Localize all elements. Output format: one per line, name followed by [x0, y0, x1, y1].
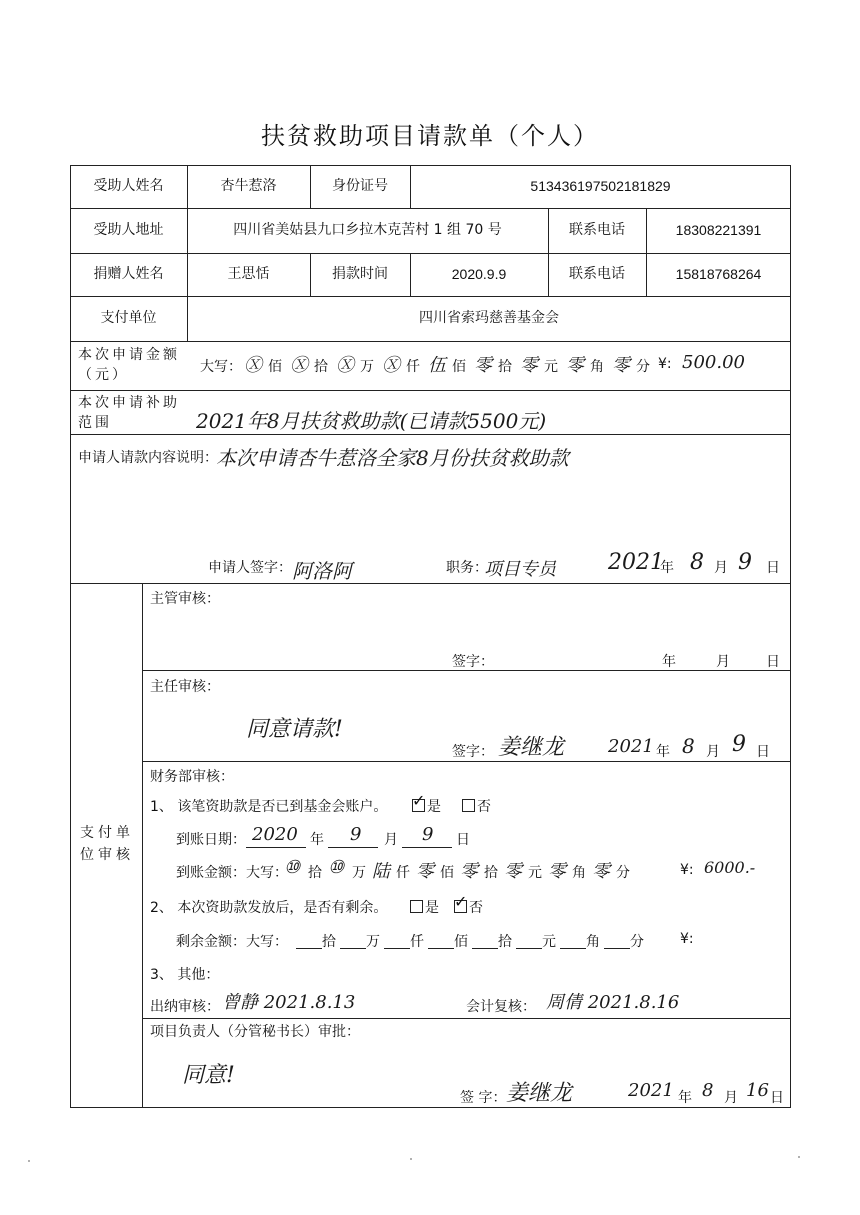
amount-digit-8: 零: [612, 355, 630, 376]
director-date-day: 9: [732, 732, 746, 757]
donor-phone: 15818768264: [675, 266, 762, 283]
cashier-label: 出纳审核：: [150, 999, 220, 1015]
q1-no-option: 否: [462, 796, 491, 816]
remain-blank-2: [384, 948, 410, 949]
leader-date-year: 2021: [628, 1080, 674, 1101]
amount-yen: ¥:: [658, 356, 672, 372]
arrival-digit-2: 陆: [372, 861, 390, 882]
remain-blank-7: [604, 948, 630, 949]
director-signature: 姜继龙: [498, 735, 565, 760]
amount-digit-0: Ⓧ: [244, 355, 262, 376]
arrival-unit-7: 分: [616, 865, 630, 881]
amount-unit-8: 分: [636, 359, 650, 375]
amount-label: 本次申请金额（元）: [78, 347, 180, 383]
remain-unit-7: 分: [630, 934, 644, 950]
q2-yes-option: 是: [410, 897, 439, 917]
leader-comment: 同意!: [182, 1063, 235, 1088]
amount-unit-5: 拾: [498, 359, 512, 375]
director-year-label: 年: [656, 744, 670, 760]
director-label: 主任审核：: [150, 679, 220, 695]
arrival-digit-1: ⑩: [328, 857, 345, 878]
desc-label: 申请人请款内容说明：: [78, 450, 218, 466]
arrival-unit-2: 仟: [396, 865, 410, 881]
amount-digit-4: 伍: [428, 355, 446, 376]
donor-label: 捐赠人姓名: [93, 266, 164, 283]
supervisor-year-label: 年: [662, 654, 676, 670]
q2-yes-checkbox: [410, 900, 423, 913]
arrival-unit-4: 拾: [484, 865, 498, 881]
checkmark-icon: ✓: [454, 892, 468, 911]
recipient-phone: 18308221391: [675, 222, 762, 239]
payer-label: 支付单位: [100, 310, 157, 327]
arrival-unit-1: 万: [352, 865, 366, 881]
amount-unit-0: 佰: [268, 359, 282, 375]
amount-digit-6: 零: [520, 355, 538, 376]
remain-blank-4: [472, 948, 498, 949]
cashier-hand: 曾静 2021.8.13: [222, 992, 356, 1013]
q1-no-checkbox: [462, 799, 475, 812]
accountant-hand: 周倩 2021.8.16: [546, 992, 680, 1013]
amount-digit-7: 零: [566, 355, 584, 376]
arrival-yen: ¥:: [680, 862, 694, 878]
finance-label: 财务部审核：: [150, 769, 234, 785]
supervisor-sign-label: 签字：: [452, 654, 494, 670]
remain-blank-0: [296, 948, 322, 949]
arrival-digit-5: 零: [504, 861, 522, 882]
director-month-label: 月: [706, 744, 720, 760]
finance-q2: 2、 本次资助款发放后，是否有剩余。: [150, 900, 388, 916]
arrival-date-month: 9: [350, 824, 362, 845]
applicant-date-day: 9: [738, 550, 752, 575]
remain-unit-0: 拾: [322, 934, 336, 950]
director-date-year: 2021: [608, 736, 654, 757]
date-year-label: 年: [660, 560, 674, 576]
arrival-digit-6: 零: [548, 861, 566, 882]
remain-unit-5: 元: [542, 934, 556, 950]
review-side-label: 支付单位审核: [80, 825, 134, 863]
position-hand: 项目专员: [484, 559, 556, 580]
recipient-phone-label: 联系电话: [569, 222, 625, 239]
remain-unit-4: 拾: [498, 934, 512, 950]
amount-digit-5: 零: [474, 355, 492, 376]
arrival-digit-3: 零: [416, 861, 434, 882]
remain-unit-1: 万: [366, 934, 380, 950]
leader-label: 项目负责人（分管秘书长）审批：: [150, 1024, 360, 1040]
position-label: 职务：: [446, 560, 488, 576]
arrival-day-label: 日: [456, 832, 470, 848]
amount-unit-1: 拾: [314, 359, 328, 375]
arrival-unit-0: 拾: [308, 865, 322, 881]
remain-label: 剩余金额：大写：: [176, 934, 288, 950]
amount-unit-4: 佰: [452, 359, 466, 375]
amount-unit-6: 元: [544, 359, 558, 375]
arrival-unit-5: 元: [528, 865, 542, 881]
director-date-month: 8: [682, 734, 695, 758]
applicant-signature: 阿洛阿: [292, 559, 352, 583]
arrival-unit-3: 佰: [440, 865, 454, 881]
leader-date-day: 16: [746, 1080, 769, 1101]
remain-blank-3: [428, 948, 454, 949]
scope-hand: 2021年8月扶贫救助款(已请款5500元): [196, 409, 547, 433]
arrival-month-label: 月: [384, 832, 398, 848]
address: 四川省美姑县九口乡拉木克苦村 1 组 70 号: [233, 222, 502, 239]
amount-unit-3: 仟: [406, 359, 420, 375]
donor-phone-label: 联系电话: [569, 266, 625, 283]
q2-no-option: ✓ 否: [454, 892, 483, 916]
finance-q1: 1、 该笔资助款是否已到基金会账户。: [150, 799, 388, 815]
leader-year-label: 年: [678, 1090, 692, 1106]
leader-signature: 姜继龙: [506, 1081, 573, 1106]
amount-unit-7: 角: [590, 359, 604, 375]
applicant-sign-label: 申请人签字：: [208, 560, 292, 576]
leader-month-label: 月: [724, 1090, 738, 1106]
supervisor-label: 主管审核：: [150, 591, 220, 607]
arrival-digit-7: 零: [592, 861, 610, 882]
q2-no-checkbox: [454, 892, 468, 913]
leader-day-label: 日: [770, 1090, 784, 1106]
arrival-date-year: 2020: [252, 824, 298, 845]
accountant-label: 会计复核：: [466, 999, 536, 1015]
director-comment: 同意请款!: [246, 717, 343, 742]
recipient-name-label: 受助人姓名: [93, 178, 164, 195]
amount-number: 500.00: [682, 352, 745, 373]
remain-yen: ¥:: [680, 931, 694, 947]
address-label: 受助人地址: [93, 222, 164, 239]
arrival-digit-0: ⑩: [284, 857, 301, 878]
date-month-label: 月: [714, 560, 728, 576]
donation-time-label: 捐款时间: [332, 266, 388, 283]
supervisor-month-label: 月: [716, 654, 730, 670]
remain-blank-5: [516, 948, 542, 949]
arrival-number: 6000.-: [704, 858, 756, 877]
date-day-label: 日: [766, 560, 780, 576]
director-sign-label: 签字：: [452, 744, 494, 760]
remain-unit-3: 佰: [454, 934, 468, 950]
applicant-date-year: 2021: [608, 550, 664, 575]
amount-prefix: 大写：: [200, 359, 242, 375]
arrival-digit-4: 零: [460, 861, 478, 882]
other-label: 3、 其他：: [150, 967, 220, 983]
donation-time: 2020.9.9: [451, 266, 507, 283]
id-label: 身份证号: [332, 178, 388, 195]
payer: 四川省索玛慈善基金会: [419, 310, 559, 327]
supervisor-day-label: 日: [766, 654, 780, 670]
leader-date-month: 8: [702, 1080, 714, 1101]
desc-hand: 本次申请杏牛惹洛全家8月份扶贫救助款: [216, 446, 569, 470]
arrival-amount-label: 到账金额：大写：: [176, 865, 288, 881]
recipient-name: 杏牛惹洛: [220, 178, 277, 195]
amount-digit-2: Ⓧ: [336, 355, 354, 376]
leader-sign-label: 签 字：: [460, 1090, 507, 1106]
remain-unit-2: 仟: [410, 934, 424, 950]
applicant-date-month: 8: [690, 550, 704, 575]
arrival-unit-6: 角: [572, 865, 586, 881]
amount-unit-2: 万: [360, 359, 374, 375]
remain-blank-1: [340, 948, 366, 949]
page-title: 扶贫救助项目请款单（个人）: [261, 122, 599, 150]
id-number: 513436197502181829: [530, 178, 671, 195]
remain-blank-6: [560, 948, 586, 949]
q1-yes-option: ✓ 是: [412, 791, 441, 815]
arrival-date-day: 9: [422, 824, 434, 845]
checkmark-icon: ✓: [412, 791, 426, 810]
arrival-date-label: 到账日期：: [176, 832, 246, 848]
amount-digit-3: Ⓧ: [382, 355, 400, 376]
scope-label: 本次申请补助范围: [78, 395, 180, 431]
remain-unit-6: 角: [586, 934, 600, 950]
q1-yes-checkbox: [412, 791, 426, 812]
amount-digit-1: Ⓧ: [290, 355, 308, 376]
arrival-year-label: 年: [310, 832, 324, 848]
director-day-label: 日: [756, 744, 770, 760]
donor-name: 王思恬: [227, 266, 270, 283]
